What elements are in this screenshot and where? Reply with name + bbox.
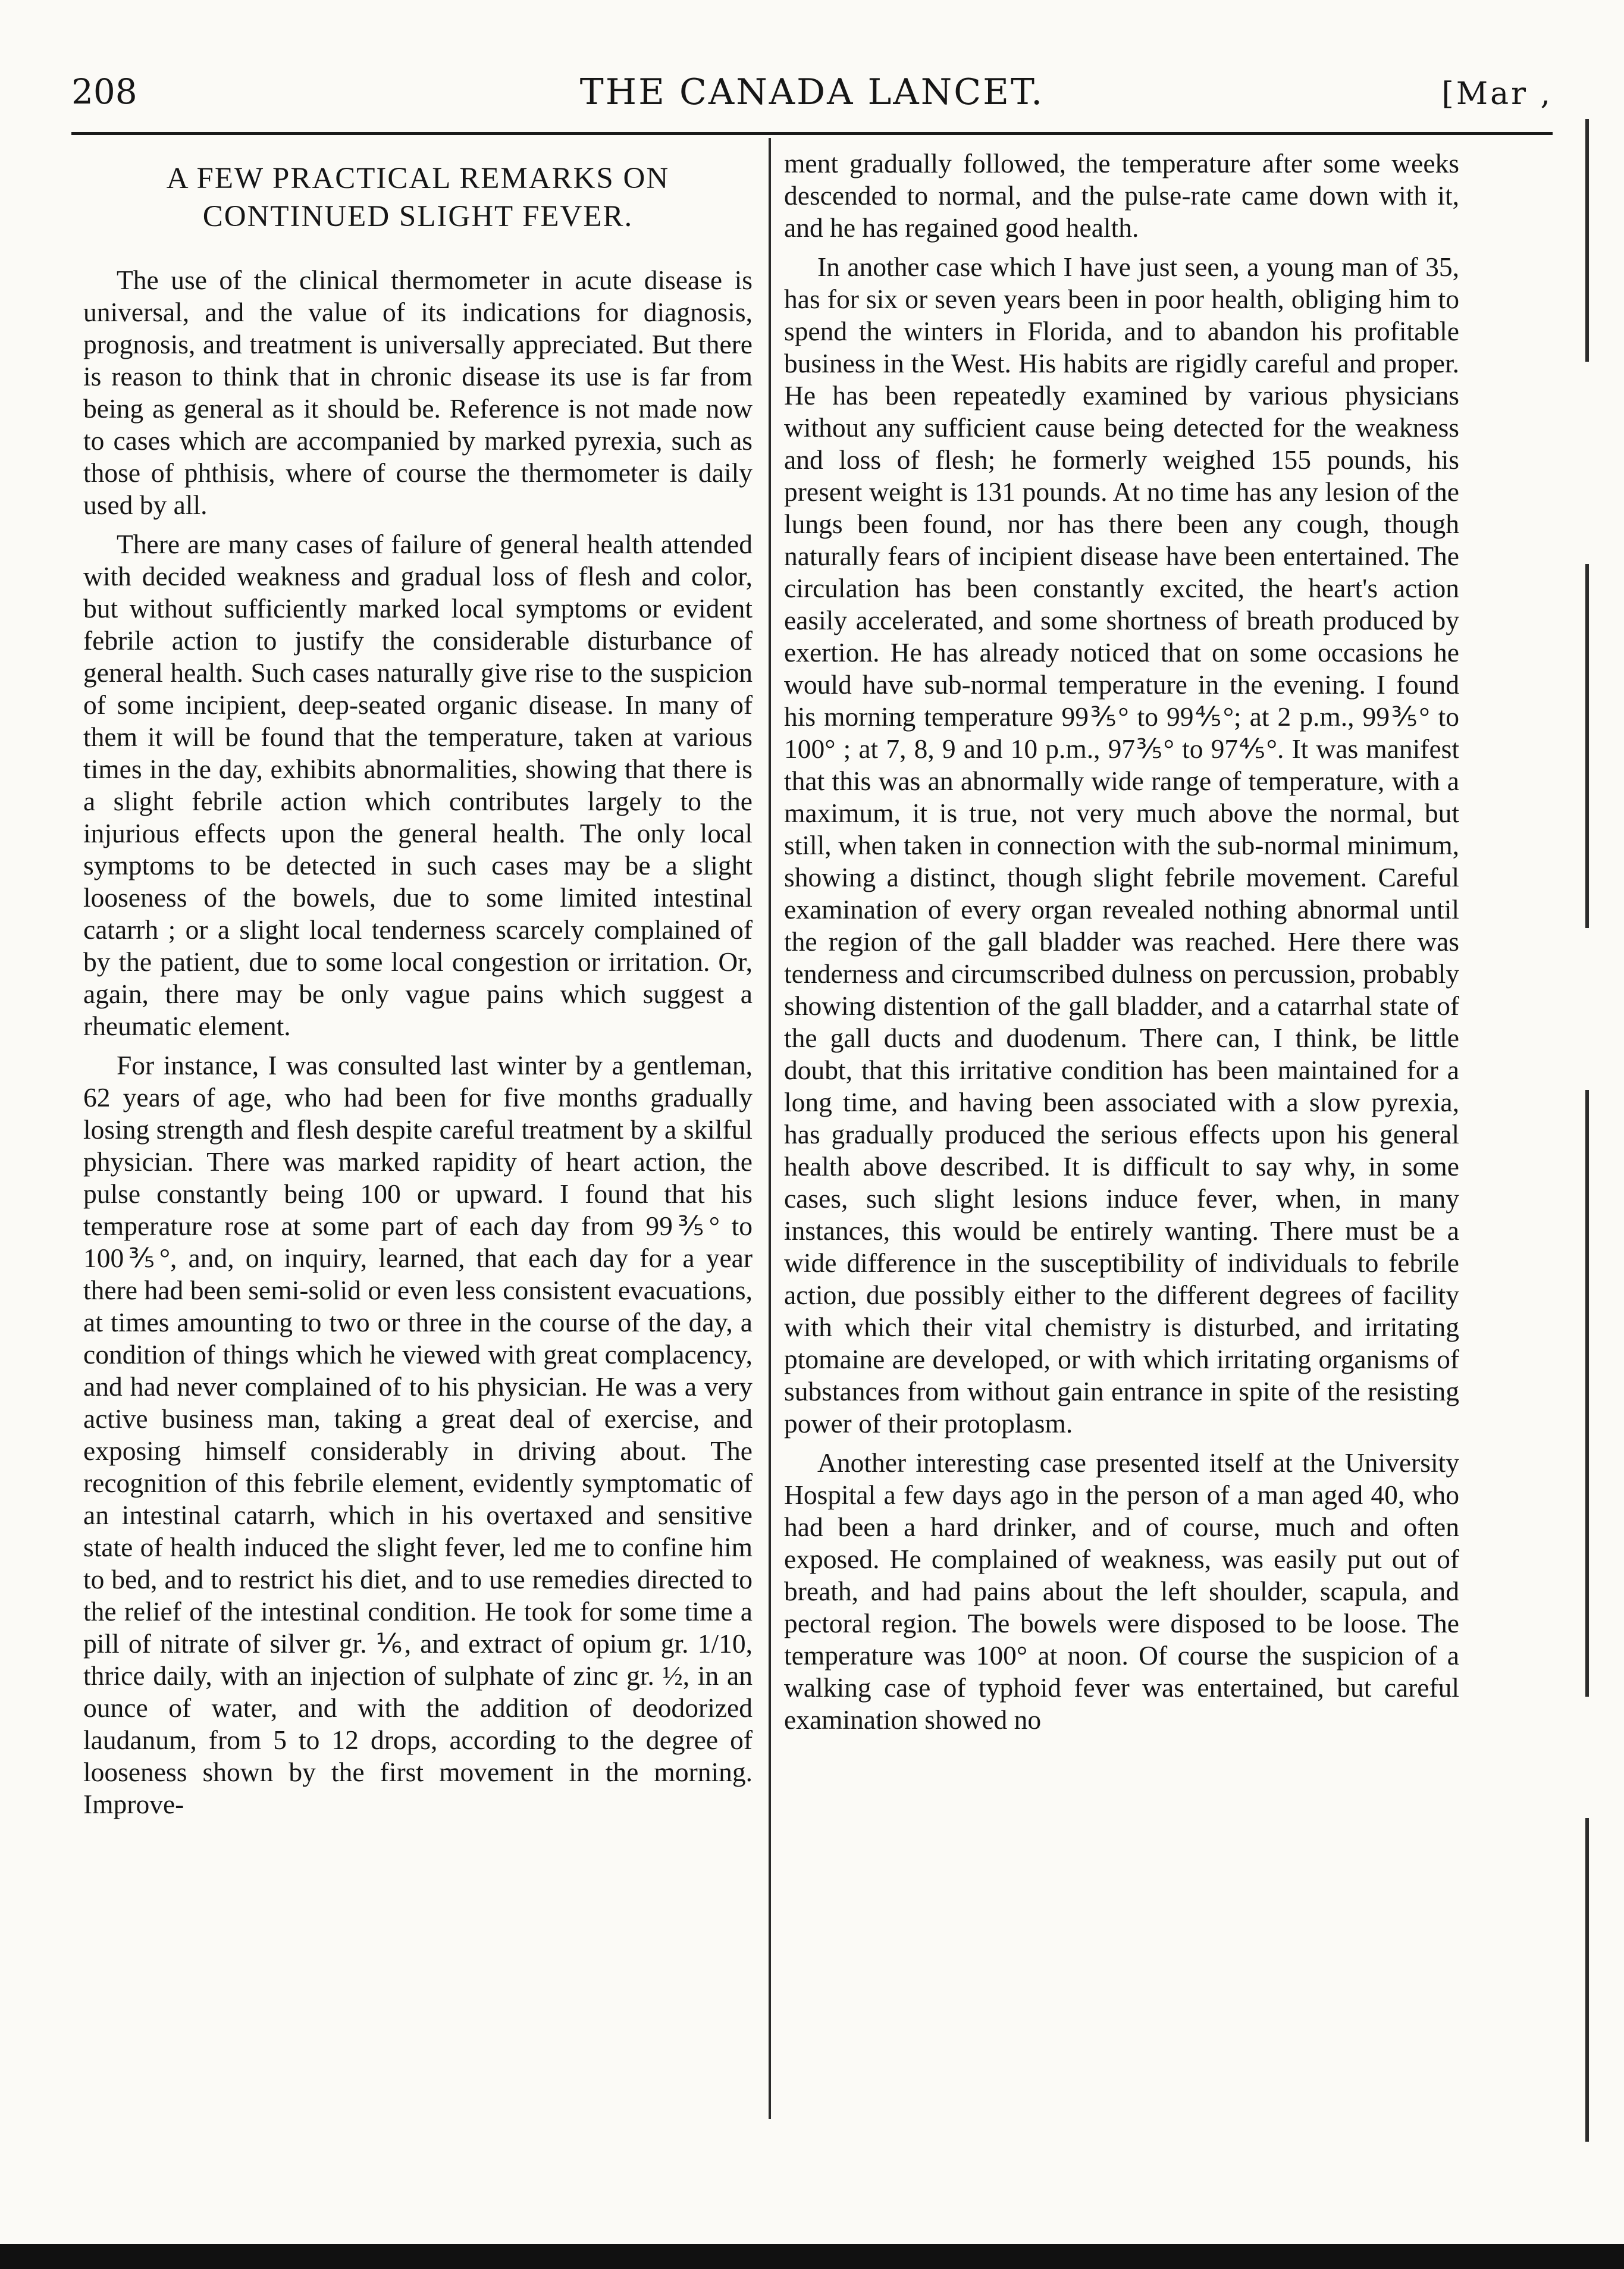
page-header bbox=[71, 71, 1553, 125]
issue-month: [Mar , bbox=[1441, 76, 1553, 112]
scan-margin-mark bbox=[1585, 119, 1589, 2142]
column-divider bbox=[769, 138, 771, 2119]
right-column bbox=[784, 148, 1459, 1743]
paragraph-continued: ment gradually followed, the temperature after some weeks descended to normal, and the pulse-rate came down with it, and he has regained good health. bbox=[784, 148, 1459, 243]
paragraph: In another case which I have just seen, a young man of 35, has for six or seven years been in poor health, obliging him to spend the winters in Florida, and to abandon his profitable business in the West. His habits are rigidly careful and proper. He has been repeatedly examined by various physicians without any sufficient cause being detected for the weakness and loss of flesh; he formerly weighed 155 pounds, his present weight is 131 pounds. At no time has any lesion of the lungs been found, nor has there been any cough, though naturally fears of incipient disease have been entertained. The circulation has been constantly excited, the heart's action easily accelerated, and some shortness of breath produced by exertion. He has already noticed that on some occasions he would have sub-normal temperature in the evening. I found his morning temperature 99⅗° to 99⅘°; at 2 p.m., 99⅗° to 100° ; at 7, 8, 9 and 10 p.m., 97⅗° to 97⅘°. It was manifest that this was an abnormally wide range of temperature, with a maximum, it is true, not very much above the normal, but still, when taken in connection with the sub-normal minimum, showing a distinct, though slight febrile movement. Careful examination of every organ revealed nothing abnormal until the region of the gall bladder was reached. Here there was tenderness and circumscribed dulness on percussion, probably showing distention of the gall bladder, and a catarrhal state of the gall ducts and duodenum. There can, I think, be little doubt, that this irritative condition has been maintained for a long time, and having been associated with a slow pyrexia, has gradually produced the serious effects upon his general health above described. It is difficult to say why, in some cases, such slight lesions induce fever, when, in many instances, this would be entirely wanting. There must be a wide difference in the susceptibility of individuals to febrile action, due possibly either to the different degrees of facility with which their vital chemistry is disturbed, and irritating ptomaine are developed, or with which irritating organisms of substances from without gain entrance in spite of the resisting power of their protoplasm. bbox=[784, 252, 1459, 1439]
page-number: 208 bbox=[71, 71, 137, 112]
header-rule bbox=[71, 132, 1553, 135]
paragraph: Another interesting case presented itself at the University Hospital a few days ago in the person of a man aged 40, who had been a hard drinker, and of course, much and often exposed. He complained of weakness, was easily put out of breath, and had pains about the left shoulder, scapula, and pectoral region. The bowels were disposed to be loose. The temperature was 100° at noon. Of course the suspicion of a walking case of typhoid fever was entertained, but careful examination showed no bbox=[784, 1447, 1459, 1735]
paragraph: For instance, I was consulted last winter by a gentleman, 62 years of age, who had been for five months gradually losing strength and flesh despite careful treatment by a skilful physician. There was marked rapidity of heart action, the pulse constantly being 100 or upward. I found that his temperature rose at some part of each day from 99⅗° to 100⅗°, and, on inquiry, learned, that each day for a year there had been semi-solid or even less consistent evacuations, at times amounting to two or three in the course of the day, a condition of things which he viewed with great complacency, and had never complained of to his physician. He was a very active business man, taking a great deal of exercise, and exposing himself considerably in driving about. The recognition of this febrile element, evidently symptomatic of an intestinal catarrh, which in his overtaxed and sensitive state of health induced the slight fever, led me to confine him to bed, and to restrict his diet, and to use remedies directed to the relief of the intestinal condition. He took for some time a pill of nitrate of silver gr. ⅙, and extract of opium gr. 1/10, thrice daily, with an injection of sulphate of zinc gr. ½, in an ounce of water, and with the addition of deodorized laudanum, from 5 to 12 drops, according to the degree of looseness shown by the first movement in the morning. Improve- bbox=[83, 1050, 753, 1819]
scan-bottom-edge bbox=[0, 2244, 1624, 2269]
left-column bbox=[83, 148, 753, 1828]
article-title: A FEW PRACTICAL REMARKS ON CONTINUED SLIGHT FEVER. bbox=[166, 162, 670, 233]
paragraph: The use of the clinical thermometer in acute disease is universal, and the value of its indications for diagnosis, prognosis, and treatment is universally appreciated. But there is reason to think that in chronic disease its use is far from being as general as it should be. Reference is not made now to cases which are accompanied by marked pyrexia, such as those of phthisis, where of course the thermometer is daily used by all. bbox=[83, 265, 753, 520]
journal-title: THE CANADA LANCET. bbox=[579, 71, 1045, 113]
paragraph: There are many cases of failure of general health attended with decided weakness and gradual loss of flesh and color, but without sufficiently marked local symptoms or evident febrile action to justify the considerable disturbance of general health. Such cases naturally give rise to the suspicion of some incipient, deep-seated organic disease. In many of them it will be found that the temperature, taken at various times in the day, exhibits abnormalities, showing that there is a slight febrile action which contributes largely to the injurious effects upon the general health. The only local symptoms to be detected in such cases may be a slight looseness of the bowels, due to some limited intestinal catarrh ; or a slight local tenderness scarcely complained of by the patient, due to some local congestion or irritation. Or, again, there may be only vague pains which suggest a rheumatic element. bbox=[83, 529, 753, 1041]
